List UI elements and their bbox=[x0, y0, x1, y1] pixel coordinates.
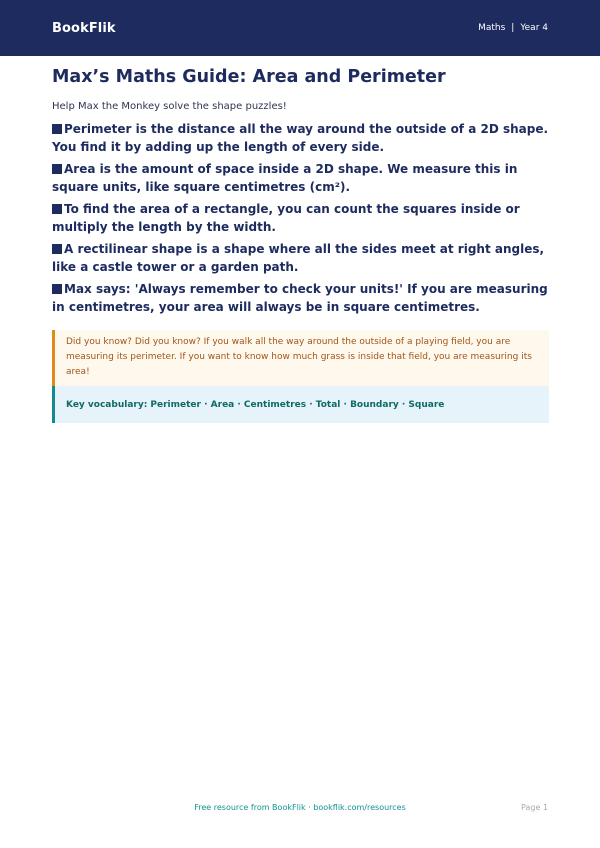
brand-logo-text[interactable]: BookFlik bbox=[52, 20, 116, 36]
key-point-text: To find the area of a rectangle, you can count the squares inside or multiply the length by the width. bbox=[52, 202, 520, 234]
square-bullet-icon bbox=[52, 164, 62, 174]
square-bullet-icon bbox=[52, 204, 62, 214]
square-bullet-icon bbox=[52, 284, 62, 294]
key-vocabulary-box bbox=[52, 386, 549, 423]
key-point-item bbox=[52, 160, 549, 196]
key-point-text: A rectilinear shape is a shape where all the sides meet at right angles, like a castle tower or a garden path. bbox=[52, 242, 545, 274]
top-header-bar bbox=[0, 0, 600, 56]
year-label: Year 4 bbox=[520, 23, 548, 33]
key-point-item bbox=[52, 120, 549, 156]
meta-separator: | bbox=[511, 23, 515, 33]
square-bullet-icon bbox=[52, 244, 62, 254]
page-number: Page 1 bbox=[521, 803, 548, 812]
subject-year-label bbox=[478, 23, 548, 33]
key-point-text: Max says: 'Always remember to check your units!' If you are measuring in centimetres, your area will always be in square centimetres. bbox=[52, 282, 548, 314]
main-content bbox=[52, 66, 549, 423]
square-bullet-icon bbox=[52, 124, 62, 134]
key-vocabulary-text: Key vocabulary: Perimeter · Area · Centimetres · Total · Boundary · Square bbox=[66, 399, 445, 410]
key-point-item bbox=[52, 280, 549, 316]
key-point-item bbox=[52, 240, 549, 276]
page-subtitle: Help Max the Monkey solve the shape puzzles! bbox=[52, 101, 287, 112]
did-you-know-callout: Did you know? Did you know? If you walk all the way around the outside of a playing field, you are measuring its perimeter. If you want to know how much grass is inside that field, you are measuring its area! bbox=[52, 330, 549, 386]
page-title: Max’s Maths Guide: Area and Perimeter bbox=[52, 67, 446, 87]
key-point-text: Area is the amount of space inside a 2D shape. We measure this in square units, like square centimetres (cm²). bbox=[52, 162, 518, 194]
key-points-list bbox=[52, 120, 549, 316]
key-point-text: Perimeter is the distance all the way around the outside of a 2D shape. You find it by adding up the length of every side. bbox=[52, 122, 549, 154]
subject-label: Maths bbox=[478, 23, 506, 33]
footer-credit-link[interactable]: Free resource from BookFlik · bookflik.com/resources bbox=[194, 803, 406, 812]
page-footer bbox=[0, 803, 600, 815]
key-point-item bbox=[52, 200, 549, 236]
